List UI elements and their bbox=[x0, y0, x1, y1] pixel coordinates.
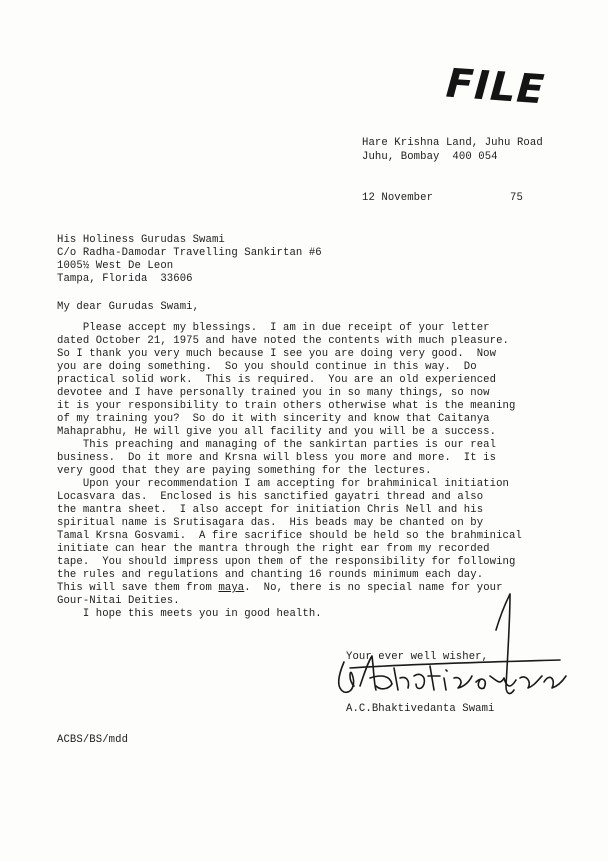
body-line: This will save them from maya. No, there is no special name for your bbox=[57, 582, 503, 594]
body-line: So I thank you very much because I see you are doing very good. Now bbox=[57, 348, 497, 360]
body-line: Please accept my blessings. I am in due receipt of your letter bbox=[57, 322, 490, 334]
body-line: I hope this meets you in good health. bbox=[57, 608, 322, 620]
body-line: This preaching and managing of the sankirtan parties is our real bbox=[57, 439, 497, 451]
body-line: devotee and I have personally trained you in so many things, so now bbox=[57, 387, 490, 399]
body-line: the rules and regulations and chanting 16 rounds minimum each day. bbox=[57, 569, 484, 581]
body-line: the mantra sheet. I also accept for initiation Chris Nell and his bbox=[57, 504, 484, 516]
body-line: business. Do it more and Krsna will bless you more and more. It is bbox=[57, 452, 497, 464]
body-line: Mahaprabhu, He will give you all facility and you will be a success. bbox=[57, 426, 497, 438]
body-line: of my training you? So do it with sincerity and know that Caitanya bbox=[57, 413, 490, 425]
underlined-word: maya bbox=[218, 582, 245, 594]
body-line: Upon your recommendation I am accepting for brahminical initiation bbox=[57, 478, 510, 490]
body-line: Tamal Krsna Gosvami. A fire sacrifice should be held so the brahminical bbox=[57, 530, 522, 542]
file-stamp: FILE bbox=[444, 60, 547, 114]
body-line: Gour-Nitai Deities. bbox=[57, 595, 180, 607]
closing: Your ever well wisher, bbox=[346, 651, 489, 663]
body-line: initiate can hear the mantra through the right ear from my recorded bbox=[57, 543, 490, 555]
recipient-line-3: 1005½ West De Leon bbox=[57, 260, 174, 272]
sender-address-line-2: Juhu, Bombay 400 054 bbox=[362, 151, 498, 163]
body-line: Locasvara das. Enclosed is his sanctified gayatri thread and also bbox=[57, 491, 484, 503]
sender-address-line-1: Hare Krishna Land, Juhu Road bbox=[362, 137, 543, 149]
handwritten-signature bbox=[330, 590, 580, 710]
body-line: spiritual name is Srutisagara das. His beads may be chanted on by bbox=[57, 517, 484, 529]
body-line: you are doing something. So you should continue in this way. Do bbox=[57, 361, 477, 373]
signature-name: A.C.Bhaktivedanta Swami bbox=[346, 703, 495, 715]
recipient-line-4: Tampa, Florida 33606 bbox=[57, 273, 193, 285]
letter-body bbox=[57, 322, 577, 621]
reference-initials: ACBS/BS/mdd bbox=[57, 734, 129, 746]
body-line: tape. You should impress upon them of the responsibility for following bbox=[57, 556, 516, 568]
body-line: practical solid work. This is required. You are an old experienced bbox=[57, 374, 497, 386]
body-line: dated October 21, 1975 and have noted the contents with much pleasure. bbox=[57, 335, 510, 347]
letter-date: 12 November bbox=[362, 192, 434, 204]
recipient-line-2: C/o Radha-Damodar Travelling Sankirtan #6 bbox=[57, 247, 322, 259]
salutation: My dear Gurudas Swami, bbox=[57, 301, 200, 313]
body-line: it is your responsibility to train others otherwise what is the meaning bbox=[57, 400, 516, 412]
letter-year: 75 bbox=[510, 192, 523, 204]
recipient-line-1: His Holiness Gurudas Swami bbox=[57, 234, 225, 246]
body-line: very good that they are paying something for the lectures. bbox=[57, 465, 432, 477]
